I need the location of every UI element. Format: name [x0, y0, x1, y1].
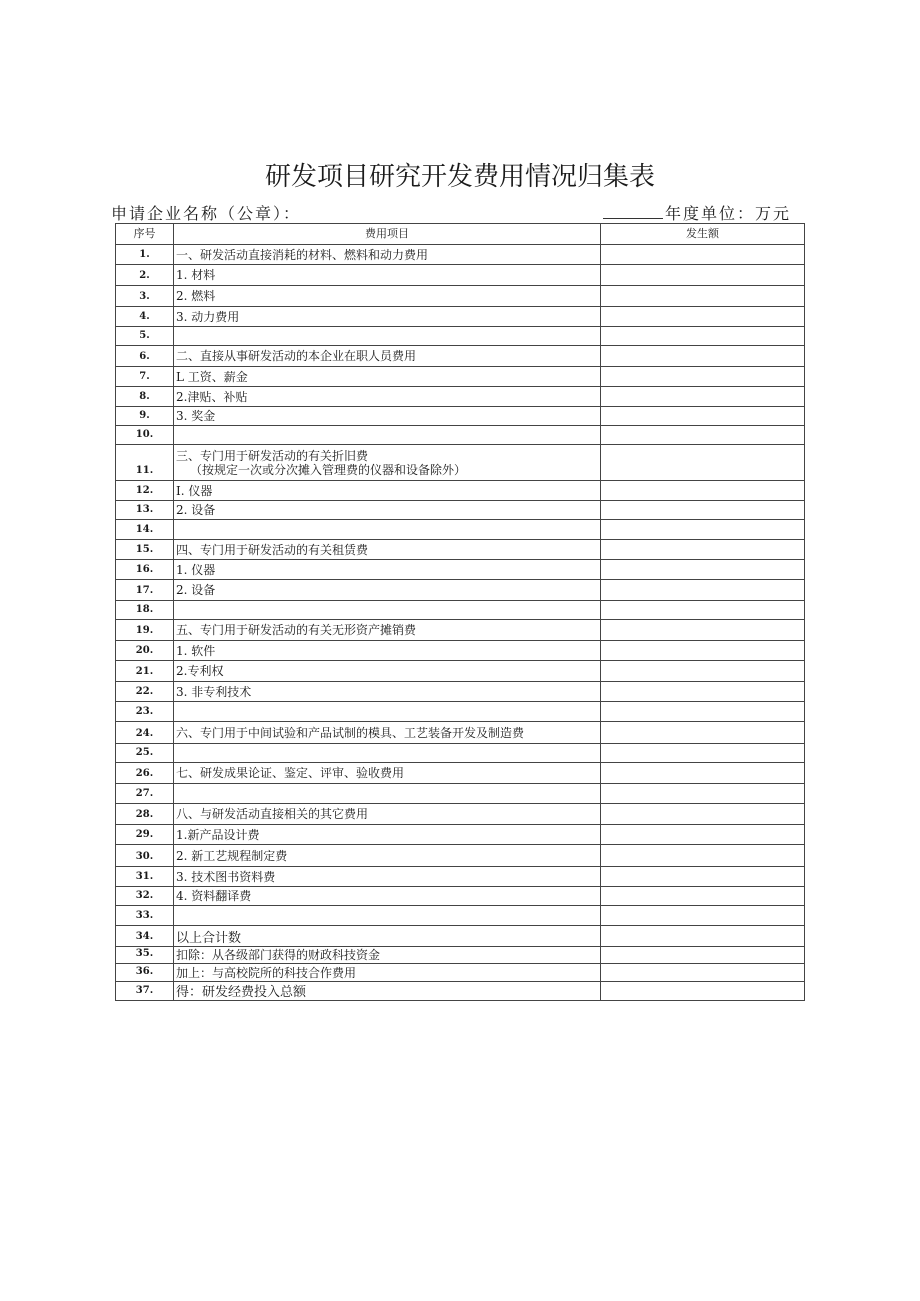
- row-index: 14.: [116, 520, 174, 540]
- row-amount-cell[interactable]: [601, 947, 805, 964]
- table-row: [116, 286, 805, 307]
- row-amount-cell[interactable]: [601, 784, 805, 804]
- row-index: 37.: [116, 982, 174, 1001]
- row-amount-cell[interactable]: [601, 307, 805, 327]
- table-row: [116, 601, 805, 620]
- table-row: [116, 887, 805, 906]
- row-index: 12.: [116, 481, 174, 501]
- row-index: 21.: [116, 661, 174, 682]
- row-index: 32.: [116, 887, 174, 906]
- row-expense-item-line1: 三、专门用于研发活动的有关折旧费: [176, 448, 369, 463]
- row-amount-cell[interactable]: [601, 407, 805, 426]
- row-index: 17.: [116, 580, 174, 601]
- row-index: 1.: [116, 245, 174, 265]
- row-expense-item: 1. 仪器: [174, 560, 601, 580]
- row-index: 18.: [116, 601, 174, 620]
- row-amount-cell[interactable]: [601, 722, 805, 744]
- row-expense-item: 2.专利权: [174, 661, 601, 682]
- row-index: 35.: [116, 947, 174, 964]
- table-row: [116, 661, 805, 682]
- row-index: 22.: [116, 682, 174, 702]
- row-expense-item: 七、研发成果论证、鉴定、评审、验收费用: [174, 763, 601, 784]
- year-blank-field[interactable]: [603, 204, 663, 219]
- table-row: [116, 245, 805, 265]
- row-index: 31.: [116, 867, 174, 887]
- row-expense-item-line2: （按规定一次或分次摊入管理费的仪器和设备除外）: [190, 462, 467, 477]
- table-row: [116, 426, 805, 445]
- row-expense-item: 1.新产品设计费: [174, 825, 601, 845]
- row-expense-item: [174, 426, 601, 445]
- row-amount-cell[interactable]: [601, 367, 805, 387]
- row-amount-cell[interactable]: [601, 387, 805, 407]
- expense-table: [115, 223, 805, 1001]
- row-index: 11.: [116, 445, 174, 481]
- table-row: [116, 744, 805, 763]
- row-expense-item: 二、直接从事研发活动的本企业在职人员费用: [174, 346, 601, 367]
- table-row: [116, 947, 805, 964]
- table-row: [116, 540, 805, 560]
- row-amount-cell[interactable]: [601, 346, 805, 367]
- row-amount-cell[interactable]: [601, 641, 805, 661]
- header-expense-item: 费用项目: [174, 224, 601, 245]
- row-amount-cell[interactable]: [601, 501, 805, 520]
- table-row: [116, 982, 805, 1001]
- table-row: [116, 620, 805, 641]
- table-row: [116, 520, 805, 540]
- row-expense-item: 2. 设备: [174, 580, 601, 601]
- row-amount-cell[interactable]: [601, 661, 805, 682]
- row-amount-cell[interactable]: [601, 481, 805, 501]
- table-row: [116, 964, 805, 982]
- row-expense-item: L 工资、薪金: [174, 367, 601, 387]
- row-index: 8.: [116, 387, 174, 407]
- row-amount-cell[interactable]: [601, 601, 805, 620]
- header-info-line: [111, 201, 791, 223]
- row-amount-cell[interactable]: [601, 445, 805, 481]
- row-expense-item: 以上合计数: [174, 926, 601, 947]
- table-row: [116, 560, 805, 580]
- year-unit-info: [603, 201, 791, 224]
- table-row: [116, 580, 805, 601]
- row-amount-cell[interactable]: [601, 845, 805, 867]
- row-amount-cell[interactable]: [601, 286, 805, 307]
- header-amount: 发生额: [601, 224, 805, 245]
- row-index: 5.: [116, 327, 174, 346]
- row-amount-cell[interactable]: [601, 580, 805, 601]
- row-expense-item: 2. 设备: [174, 501, 601, 520]
- table-row: [116, 481, 805, 501]
- row-expense-item: 八、与研发活动直接相关的其它费用: [174, 804, 601, 825]
- row-amount-cell[interactable]: [601, 763, 805, 784]
- table-row: [116, 501, 805, 520]
- row-expense-item: 扣除：从各级部门获得的财政科技资金: [174, 947, 601, 964]
- table-row: [116, 367, 805, 387]
- row-expense-item: 2.津贴、补贴: [174, 387, 601, 407]
- row-expense-item: 1. 软件: [174, 641, 601, 661]
- table-row: [116, 702, 805, 722]
- row-index: 9.: [116, 407, 174, 426]
- row-index: 13.: [116, 501, 174, 520]
- row-expense-item: [174, 601, 601, 620]
- row-index: 25.: [116, 744, 174, 763]
- row-expense-item: [174, 906, 601, 926]
- table-row: [116, 445, 805, 481]
- row-amount-cell[interactable]: [601, 682, 805, 702]
- row-expense-item: I. 仪器: [174, 481, 601, 501]
- table-row: [116, 641, 805, 661]
- table-row: [116, 867, 805, 887]
- table-row: [116, 682, 805, 702]
- row-amount-cell[interactable]: [601, 426, 805, 445]
- row-index: 27.: [116, 784, 174, 804]
- row-index: 29.: [116, 825, 174, 845]
- row-amount-cell[interactable]: [601, 825, 805, 845]
- table-header-row: [116, 224, 805, 245]
- row-expense-item: 得：研发经费投入总额: [174, 982, 601, 1001]
- table-row: [116, 265, 805, 286]
- row-index: 2.: [116, 265, 174, 286]
- row-amount-cell[interactable]: [601, 744, 805, 763]
- row-expense-item: 1. 材料: [174, 265, 601, 286]
- row-index: 20.: [116, 641, 174, 661]
- row-amount-cell[interactable]: [601, 265, 805, 286]
- row-amount-cell[interactable]: [601, 620, 805, 641]
- row-amount-cell[interactable]: [601, 327, 805, 346]
- table-row: [116, 387, 805, 407]
- row-expense-item: 2. 新工艺规程制定费: [174, 845, 601, 867]
- row-amount-cell[interactable]: [601, 887, 805, 906]
- row-expense-item: [174, 520, 601, 540]
- table-row: [116, 825, 805, 845]
- row-amount-cell[interactable]: [601, 560, 805, 580]
- row-index: 24.: [116, 722, 174, 744]
- row-amount-cell[interactable]: [601, 906, 805, 926]
- row-index: 19.: [116, 620, 174, 641]
- row-index: 7.: [116, 367, 174, 387]
- row-index: 3.: [116, 286, 174, 307]
- row-expense-item: 一、研发活动直接消耗的材料、燃料和动力费用: [174, 245, 601, 265]
- row-amount-cell[interactable]: [601, 702, 805, 722]
- row-index: 28.: [116, 804, 174, 825]
- table-row: [116, 845, 805, 867]
- table-row: [116, 346, 805, 367]
- table-row: [116, 763, 805, 784]
- header-index: 序号: [116, 224, 174, 245]
- row-expense-item: 五、专门用于研发活动的有关无形资产摊销费: [174, 620, 601, 641]
- row-index: 16.: [116, 560, 174, 580]
- applicant-name-label: 申请企业名称（公章）：: [111, 204, 302, 223]
- row-expense-item: [174, 744, 601, 763]
- row-expense-item: [174, 784, 601, 804]
- table-row: [116, 906, 805, 926]
- row-index: 6.: [116, 346, 174, 367]
- row-expense-item: [174, 702, 601, 722]
- row-expense-item: 2. 燃料: [174, 286, 601, 307]
- row-amount-cell[interactable]: [601, 520, 805, 540]
- row-amount-cell[interactable]: [601, 926, 805, 947]
- row-expense-item: 加上：与高校院所的科技合作费用: [174, 964, 601, 982]
- row-amount-cell[interactable]: [601, 867, 805, 887]
- year-unit-label: 年度单位：万元: [664, 204, 791, 223]
- row-expense-item: 四、专门用于研发活动的有关租赁费: [174, 540, 601, 560]
- table-body: [116, 245, 805, 1001]
- row-index: 26.: [116, 763, 174, 784]
- table-row: [116, 327, 805, 346]
- table-row: [116, 407, 805, 426]
- row-expense-item: 六、专门用于中间试验和产品试制的模具、工艺装备开发及制造费: [174, 722, 601, 744]
- row-expense-item: 3. 动力费用: [174, 307, 601, 327]
- row-expense-item: 3. 非专利技术: [174, 682, 601, 702]
- table-row: [116, 722, 805, 744]
- row-amount-cell[interactable]: [601, 245, 805, 265]
- table-row: [116, 804, 805, 825]
- row-amount-cell[interactable]: [601, 982, 805, 1001]
- row-index: 4.: [116, 307, 174, 327]
- row-index: 30.: [116, 845, 174, 867]
- row-index: 36.: [116, 964, 174, 982]
- row-expense-item: 3. 技术图书资料费: [174, 867, 601, 887]
- table-row: [116, 784, 805, 804]
- row-expense-item: [174, 445, 601, 481]
- row-index: 34.: [116, 926, 174, 947]
- row-expense-item: 3. 奖金: [174, 407, 601, 426]
- row-amount-cell[interactable]: [601, 540, 805, 560]
- row-expense-item: [174, 327, 601, 346]
- row-expense-item: 4. 资料翻译费: [174, 887, 601, 906]
- row-amount-cell[interactable]: [601, 804, 805, 825]
- row-index: 10.: [116, 426, 174, 445]
- row-index: 33.: [116, 906, 174, 926]
- table-row: [116, 926, 805, 947]
- row-index: 23.: [116, 702, 174, 722]
- page-title: 研发项目研究开发费用情况归集表: [264, 162, 655, 192]
- row-index: 15.: [116, 540, 174, 560]
- table-row: [116, 307, 805, 327]
- row-amount-cell[interactable]: [601, 964, 805, 982]
